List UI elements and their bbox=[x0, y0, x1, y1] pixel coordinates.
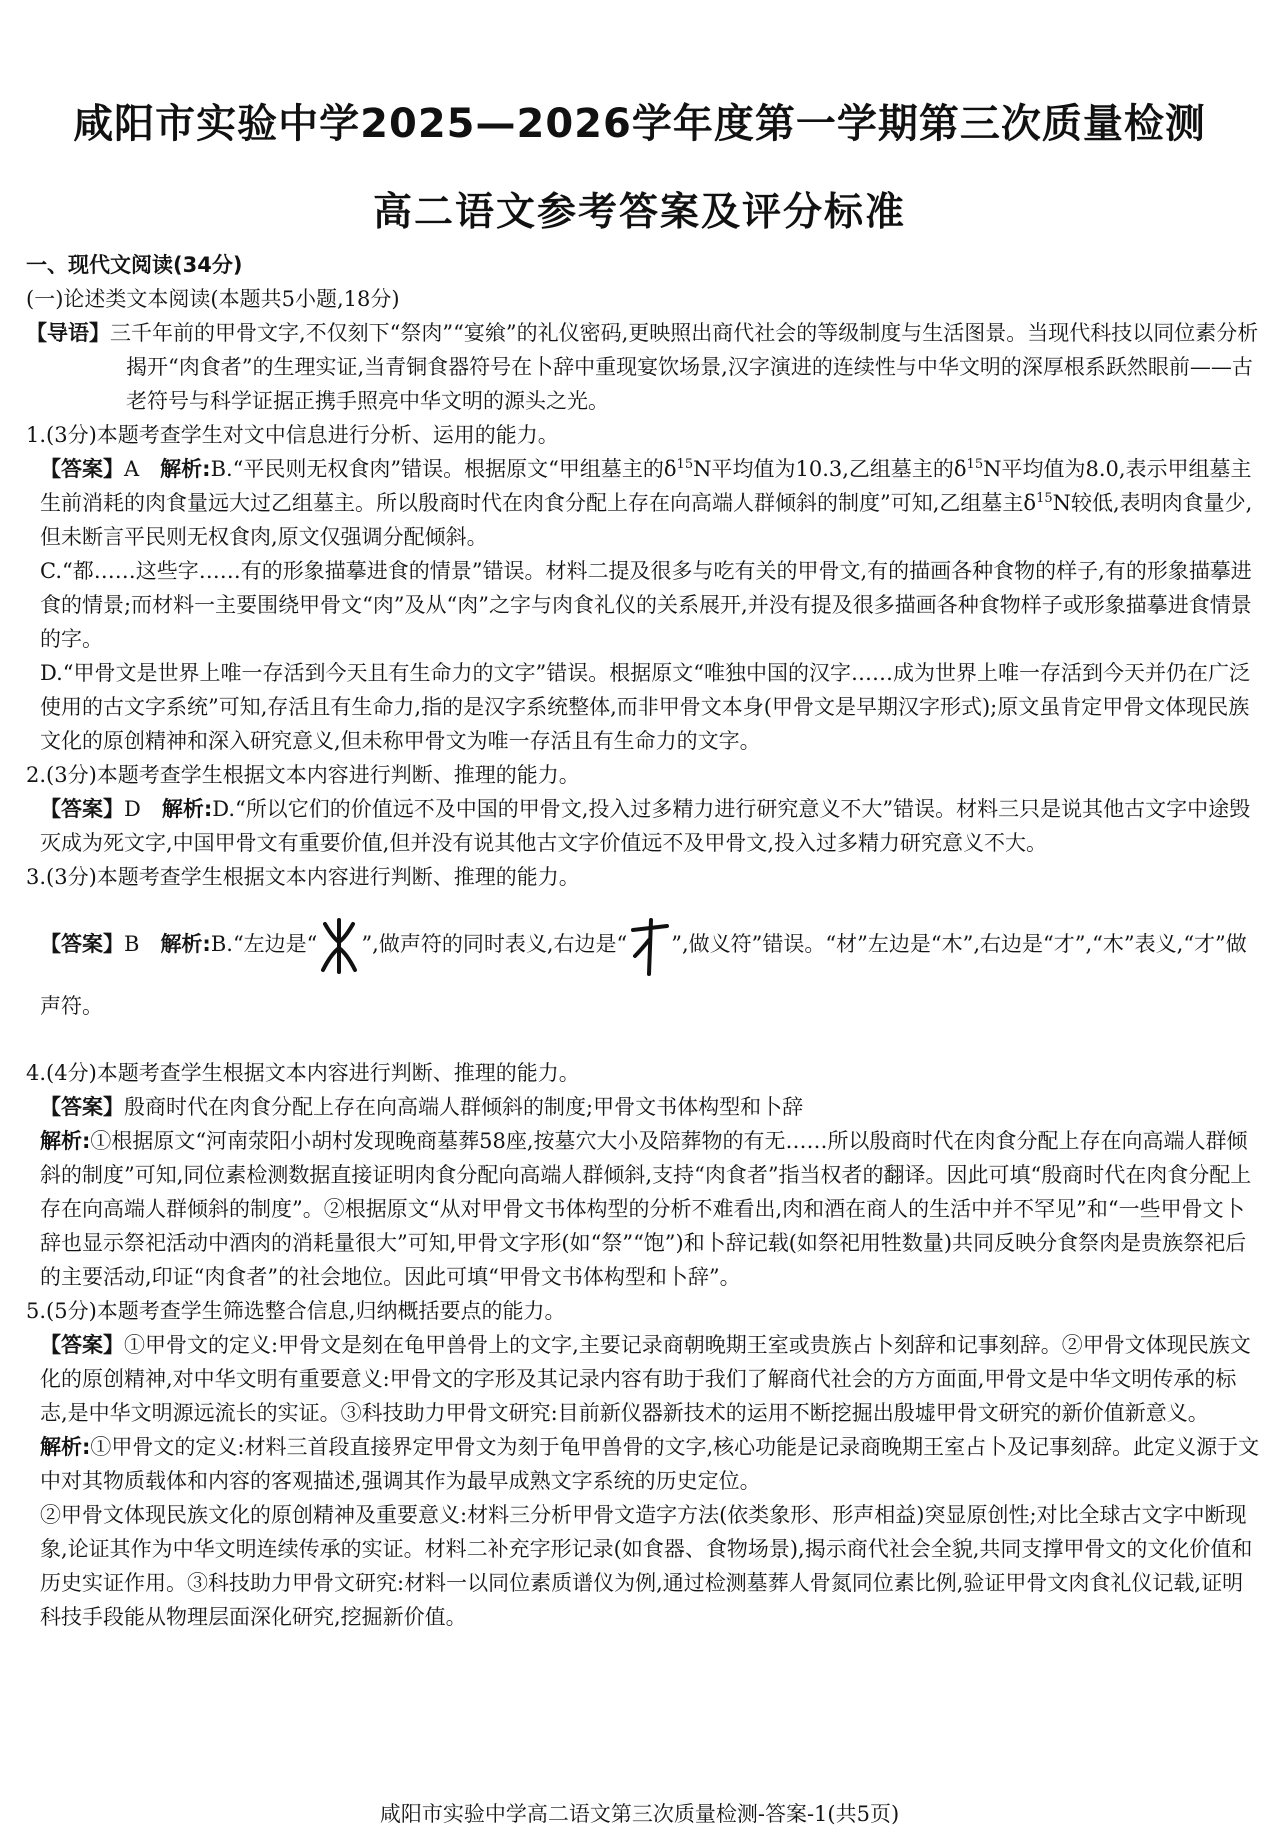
explanation-text: B.“平民则无权食肉”错误。根据原文“甲组墓主的δ bbox=[210, 457, 677, 481]
question-3-head: 3.(3分)本题考查学生根据文本内容进行判断、推理的能力。 bbox=[26, 865, 580, 889]
question-4-explanation bbox=[26, 1124, 1260, 1294]
page-subtitle: 高二语文参考答案及评分标准 bbox=[372, 190, 906, 235]
answer-value: ①甲骨文的定义:甲骨文是刻在龟甲兽骨上的文字,主要记录商朝晚期王室或贵族占卜刻辞和记事刻辞。②甲骨文体现民族文化的原创精神,对中华文明有重要意义:甲骨文的字形及其记录内容有助于我们了解商代社会的方方面面,甲骨文是中华文明传承的标志,是中华文明源远流长的实证。③科技助力甲骨文研究:目前新仪器新技术的运用不断挖掘出殷墟甲骨文研究的新价值新意义。 bbox=[40, 1332, 1251, 1425]
question-3-answer bbox=[26, 914, 1260, 1036]
answer-value: D bbox=[124, 797, 141, 821]
explanation-label: 解析: bbox=[40, 1128, 91, 1153]
isotope-superscript: 15 bbox=[676, 457, 694, 472]
question-1-head: 1.(3分)本题考查学生对文中信息进行分析、运用的能力。 bbox=[26, 423, 559, 447]
subsection-heading: (一)论述类文本阅读(本题共5小题,18分) bbox=[26, 287, 400, 311]
page-footer: 咸阳市实验中学高二语文第三次质量检测-答案-1(共5页) bbox=[379, 1802, 900, 1826]
answer-label: 【答案】 bbox=[40, 797, 124, 821]
explanation-text: ①根据原文“河南荥阳小胡村发现晚商墓葬58座,按墓穴大小及陪葬物的有无……所以殷商时代在肉食分配上存在向高端人群倾斜的制度”可知,同位素检测数据直接证明肉食分配向高端人群倾斜,支持“肉食者”指当权者的翻译。因此可填“殷商时代在肉食分配上存在向高端人群倾斜的制度”。②根据原文“从对甲骨文书体构型的分析不难看出,肉和酒在商人的生活中并不罕见”和“一些甲骨文卜辞也显示祭祀活动中酒肉的消耗量很大”可知,甲骨文字形(如“祭”“饱”)和卜辞记载(如祭祀用牲数量)共同反映分食祭肉是贵族祭祀后的主要活动,印证“肉食者”的社会地位。因此可填“甲骨文书体构型和卜辞”。 bbox=[40, 1128, 1252, 1289]
answer-value: 殷商时代在肉食分配上存在向高端人群倾斜的制度;甲骨文书体构型和卜辞 bbox=[124, 1094, 804, 1119]
question-1-answer bbox=[26, 452, 1260, 554]
question-2-head: 2.(3分)本题考查学生根据文本内容进行判断、推理的能力。 bbox=[26, 763, 580, 787]
question-4-head: 4.(4分)本题考查学生根据文本内容进行判断、推理的能力。 bbox=[26, 1060, 580, 1085]
question-5-answer bbox=[26, 1328, 1260, 1430]
isotope-superscript: 15 bbox=[1036, 491, 1053, 506]
explanation-label: 解析: bbox=[160, 457, 211, 481]
oracle-cai-glyph-icon bbox=[627, 916, 671, 976]
intro-paragraph bbox=[26, 316, 1260, 418]
explanation-label: 解析: bbox=[40, 1434, 91, 1459]
answer-value: B bbox=[124, 932, 140, 956]
answer-label: 【答案】 bbox=[40, 1332, 124, 1357]
explanation-text: D.“所以它们的价值远不及中国的甲骨文,投入过多精力进行研究意义不大”错误。材料三只是说其他古文字中途毁灭成为死文字,中国甲骨文有重要价值,但并没有说其他古文字价值远不及甲骨文,投入过多精力研究意义不大。 bbox=[40, 797, 1251, 855]
question-1-option-c: C.“都……这些字……有的形象描摹进食的情景”错误。材料二提及很多与吃有关的甲骨文,有的描画各种食物的样子,有的形象描摹进食的情景;而材料一主要围绕甲骨文“肉”及从“肉”之字与肉食礼仪的关系展开,并没有提及很多描画各种食物样子或形象描摹进食情景的字。 bbox=[40, 559, 1252, 651]
answer-label: 【答案】 bbox=[40, 1094, 124, 1119]
explanation-label: 解析: bbox=[161, 797, 213, 821]
intro-text: 三千年前的甲骨文字,不仅刻下“祭肉”“宴飨”的礼仪密码,更映照出商代社会的等级制度与生活图景。当现代科技以同位素分析揭开“肉食者”的生理实证,当青铜食器符号在卜辞中重现宴饮场景,汉字演进的连续性与中华文明的深厚根系跃然眼前——古老符号与科学证据正携手照亮中华文明的源头之光。 bbox=[110, 321, 1259, 413]
question-5-explanation bbox=[26, 1430, 1260, 1498]
answer-value: A bbox=[124, 457, 140, 481]
explanation-text: ”,做义符”错误。“材”左边是“木”,右边是“才”,“木”表义,“才”做声符。 bbox=[40, 932, 1247, 1018]
oracle-wood-glyph-icon bbox=[317, 916, 361, 976]
answer-content bbox=[26, 248, 1260, 1634]
page-title: 咸阳市实验中学2025—2026学年度第一学期第三次质量检测 bbox=[73, 101, 1206, 147]
explanation-text: ”,做声符的同时表义,右边是“ bbox=[361, 932, 628, 956]
explanation-text: N平均值为10.3,乙组墓主的δ bbox=[693, 457, 967, 481]
explanation-label: 解析: bbox=[160, 932, 211, 956]
section-heading: 一、现代文阅读(34分) bbox=[26, 253, 243, 277]
answer-label: 【答案】 bbox=[40, 932, 124, 956]
question-1-option-d: D.“甲骨文是世界上唯一存活到今天且有生命力的文字”错误。根据原文“唯独中国的汉字……成为世界上唯一存活到今天并仍在广泛使用的古文字系统”可知,存活且有生命力,指的是汉字系统整体,而非甲骨文本身(甲骨文是早期汉字形式);原文虽肯定甲骨文体现民族文化的原创精神和深入研究意义,但未称甲骨文为唯一存活且有生命力的文字。 bbox=[40, 661, 1250, 753]
question-4-answer bbox=[26, 1090, 1260, 1124]
explanation-text: N平均值为8.0,表示甲组墓主生前消耗的肉食量远大过乙组墓主。所以殷商时代在肉食分配上存在向高端人群倾斜的制度”可知,乙组墓主δ bbox=[40, 457, 1252, 515]
explanation-text: N较低,表明肉食量少,但未断言平民则无权食肉,原文仅强调分配倾斜。 bbox=[40, 491, 1253, 549]
explanation-text: B.“左边是“ bbox=[210, 932, 318, 956]
question-2-answer bbox=[26, 792, 1260, 860]
explanation-text: ①甲骨文的定义:材料三首段直接界定甲骨文为刻于龟甲兽骨的文字,核心功能是记录商晚期王室占卜及记事刻辞。此定义源于文中对其物质载体和内容的客观描述,强调其作为最早成熟文字系统的历史定位。 bbox=[40, 1434, 1260, 1493]
answer-label: 【答案】 bbox=[40, 457, 124, 481]
intro-label: 【导语】 bbox=[26, 321, 110, 345]
question-5-head: 5.(5分)本题考查学生筛选整合信息,归纳概括要点的能力。 bbox=[26, 1298, 566, 1323]
isotope-superscript: 15 bbox=[966, 457, 984, 472]
question-5-explanation-cont: ②甲骨文体现民族文化的原创精神及重要意义:材料三分析甲骨文造字方法(依类象形、形声相益)突显原创性;对比全球古文字中断现象,论证其作为中华文明连续传承的实证。材料二补充字形记录(如食器、食物场景),揭示商代社会全貌,共同支撑甲骨文的文化价值和历史实证作用。③科技助力甲骨文研究:材料一以同位素质谱仪为例,通过检测墓葬人骨氮同位素比例,验证甲骨文肉食礼仪记载,证明科技手段能从物理层面深化研究,挖掘新价值。 bbox=[40, 1502, 1253, 1629]
